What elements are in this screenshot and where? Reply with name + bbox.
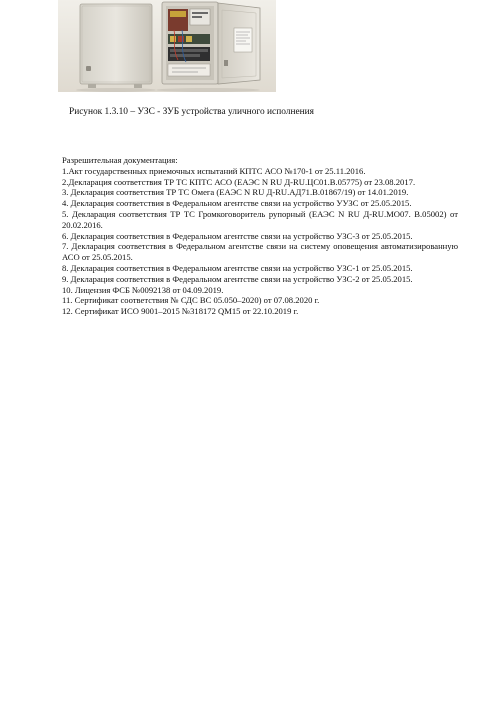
figure-caption: Рисунок 1.3.10 – УЗС - ЗУБ устройства уличного исполнения: [69, 107, 314, 117]
documents-section: [62, 155, 458, 317]
documents-list: [62, 166, 458, 317]
document-item: 7. Декларация соответствия в Федеральном агентстве связи на систему оповещения автоматизированную АСО от 25.05.2015.: [62, 241, 458, 263]
document-item: 5. Декларация соответствия ТР ТС Громкоговоритель рупорный (ЕАЭС N RU Д-RU.МО07. В.05002) от 20.02.2016.: [62, 208, 458, 230]
enclosures-illustration: [58, 0, 276, 92]
document-item: 6. Декларация соответствия в Федеральном агентстве связи на устройство УЗС-3 от 25.05.2015.: [62, 230, 413, 241]
open-door: [218, 3, 260, 84]
document-item: 10. Лицензия ФСБ №0092138 от 04.09.2019.: [62, 284, 224, 295]
document-item: 11. Сертификат соответствия № СДС ВС 05.050–2020) от 07.08.2020 г.: [62, 295, 320, 306]
closed-enclosure: [76, 4, 156, 92]
open-enclosure: [162, 2, 218, 84]
document-item: 9. Декларация соответствия в Федеральном агентстве связи на устройство УЗС-2 от 25.05.2015.: [62, 273, 413, 284]
document-item: 1.Акт государственных приемочных испытаний КПТС АСО №170-1 от 25.11.2016.: [62, 165, 366, 176]
documents-heading: Разрешительная документация:: [62, 155, 178, 165]
document-item: 4. Декларация соответствия в Федеральном агентстве связи на устройство УУЗС от 25.05.2015.: [62, 198, 412, 209]
document-item: 8. Декларация соответствия в Федеральном агентстве связи на устройство УЗС-1 от 25.05.2015.: [62, 262, 413, 273]
document-item: 3. Декларация соответствия ТР ТС Омега (ЕАЭС N RU Д-RU.АД71.В.01867/19) от 14.01.2019.: [62, 187, 409, 198]
document-item: 2.Декларация соответствия ТР ТС КПТС АСО (ЕАЭС N RU Д-RU.ЦС01.В.05775) от 23.08.2017.: [62, 176, 416, 187]
document-item: 12. Сертификат ИСО 9001–2015 №318172 QM15 от 22.10.2019 г.: [62, 306, 299, 317]
enclosures-photo: [58, 0, 276, 92]
